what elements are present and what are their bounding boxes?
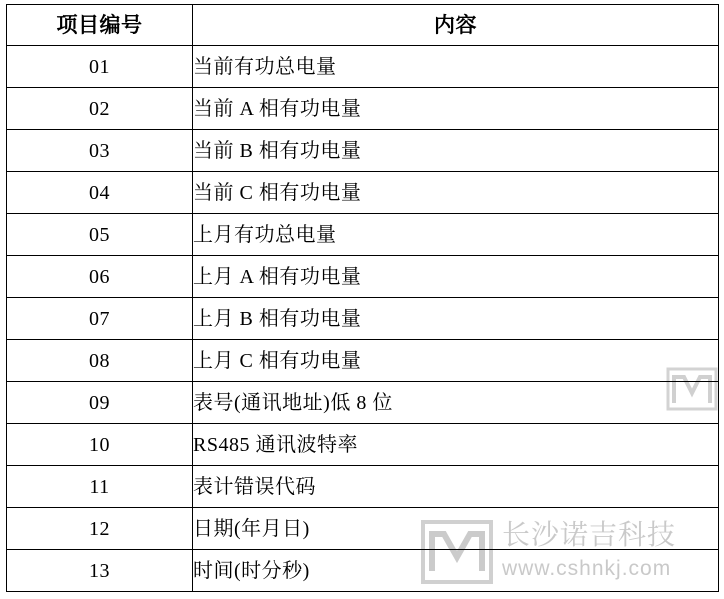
specification-table bbox=[6, 4, 719, 592]
cell-item-number: 01 bbox=[7, 46, 193, 88]
cell-item-number: 05 bbox=[7, 214, 193, 256]
cell-item-number: 02 bbox=[7, 88, 193, 130]
cell-content: 当前 B 相有功电量 bbox=[193, 130, 719, 172]
table-row bbox=[7, 508, 719, 550]
cell-content: 当前 C 相有功电量 bbox=[193, 172, 719, 214]
table-row bbox=[7, 172, 719, 214]
table-row bbox=[7, 46, 719, 88]
cell-content: 时间(时分秒) bbox=[193, 550, 719, 592]
cell-item-number: 13 bbox=[7, 550, 193, 592]
cell-content: 日期(年月日) bbox=[193, 508, 719, 550]
table-row bbox=[7, 256, 719, 298]
table-row bbox=[7, 298, 719, 340]
cell-item-number: 12 bbox=[7, 508, 193, 550]
table-row bbox=[7, 130, 719, 172]
table-row bbox=[7, 88, 719, 130]
table-header-row bbox=[7, 5, 719, 46]
table-row bbox=[7, 382, 719, 424]
cell-content: 上月 C 相有功电量 bbox=[193, 340, 719, 382]
table-row bbox=[7, 214, 719, 256]
cell-item-number: 08 bbox=[7, 340, 193, 382]
watermark-url: www.cshnkj.com bbox=[502, 556, 672, 580]
cell-item-number: 03 bbox=[7, 130, 193, 172]
cell-item-number: 07 bbox=[7, 298, 193, 340]
cell-item-number: 04 bbox=[7, 172, 193, 214]
table-row bbox=[7, 340, 719, 382]
column-header-content: 内容 bbox=[193, 5, 719, 46]
table-body bbox=[7, 46, 719, 592]
table-row bbox=[7, 466, 719, 508]
cell-item-number: 10 bbox=[7, 424, 193, 466]
cell-content: 上月 B 相有功电量 bbox=[193, 298, 719, 340]
cell-content: 当前 A 相有功电量 bbox=[193, 88, 719, 130]
cell-content: 表号(通讯地址)低 8 位 bbox=[193, 382, 719, 424]
column-header-item-number: 项目编号 bbox=[7, 5, 193, 46]
cell-content: 表计错误代码 bbox=[193, 466, 719, 508]
cell-item-number: 09 bbox=[7, 382, 193, 424]
watermark-company-name: 长沙诺吉科技 bbox=[502, 520, 677, 551]
cell-item-number: 06 bbox=[7, 256, 193, 298]
cell-content: 上月 A 相有功电量 bbox=[193, 256, 719, 298]
cell-item-number: 11 bbox=[7, 466, 193, 508]
cell-content: 上月有功总电量 bbox=[193, 214, 719, 256]
table-row bbox=[7, 424, 719, 466]
cell-content: RS485 通讯波特率 bbox=[193, 424, 719, 466]
cell-content: 当前有功总电量 bbox=[193, 46, 719, 88]
table-row bbox=[7, 550, 719, 592]
